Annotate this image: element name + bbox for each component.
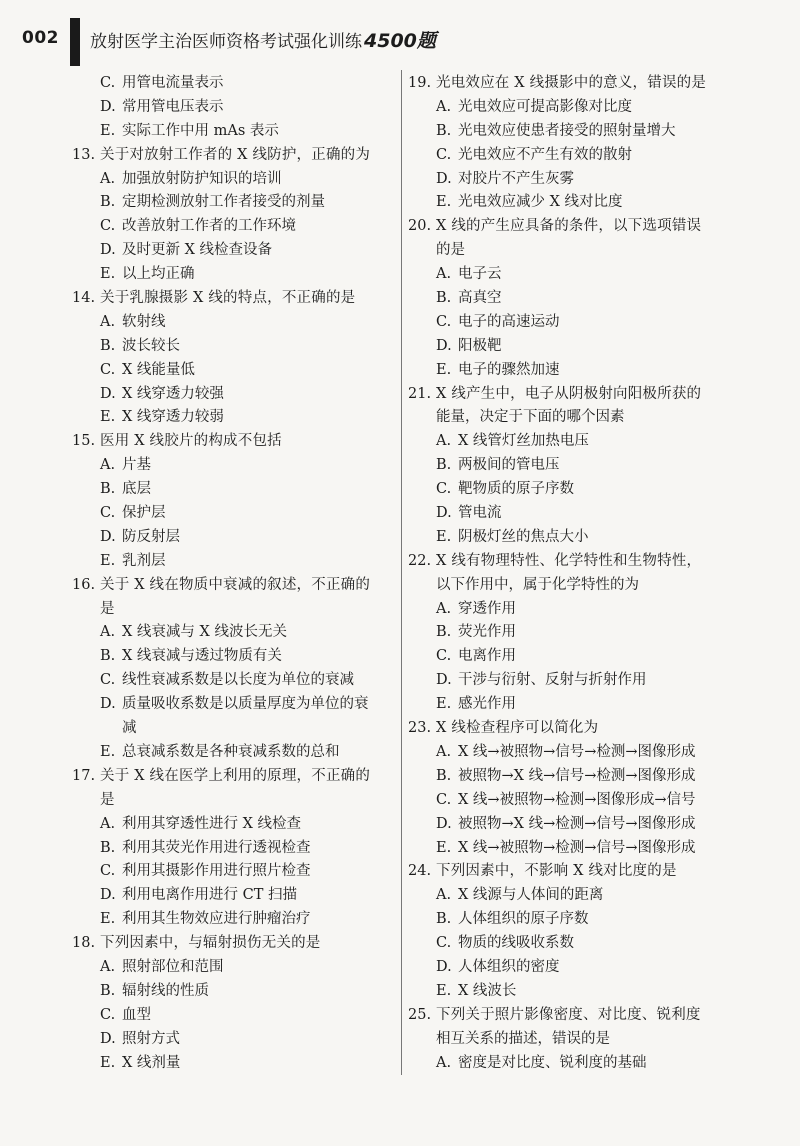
answer-option <box>72 860 394 884</box>
option-letter: D. <box>436 505 452 522</box>
option-text: 荧光作用 <box>458 624 516 641</box>
option-text: X 线源与人体间的距离 <box>458 887 604 904</box>
question-stem <box>408 860 738 884</box>
answer-option <box>72 741 394 765</box>
option-letter: E. <box>100 409 116 426</box>
option-text: X 线→被照物→检测→图像形成→信号 <box>458 791 696 808</box>
question-number: 20. <box>408 218 432 235</box>
question-stem <box>72 430 394 454</box>
option-letter: E. <box>436 696 452 713</box>
option-letter: A. <box>100 815 116 832</box>
answer-option <box>408 478 738 502</box>
answer-option <box>72 1004 394 1028</box>
question-text: 关于 X 线在物质中衰减的叙述，不正确的 <box>100 576 371 593</box>
option-text: 利用其穿透性进行 X 线检查 <box>122 815 302 832</box>
option-letter: C. <box>100 218 116 235</box>
option-letter: B. <box>436 457 452 474</box>
question-number: 19. <box>408 75 432 91</box>
question-text: 关于对放射工作者的 X 线防护，正确的为 <box>100 146 371 163</box>
answer-option <box>72 1052 394 1076</box>
answer-option <box>72 837 394 861</box>
question-number: 14. <box>72 290 96 307</box>
option-letter: E. <box>100 743 116 760</box>
option-text: 线性衰减系数是以长度为单位的衰减 <box>122 672 354 689</box>
option-letter: B. <box>436 122 452 139</box>
right-column <box>408 72 738 1075</box>
option-text: 电离作用 <box>458 648 516 665</box>
answer-option <box>408 311 738 335</box>
option-text: X 线→被照物→信号→检测→图像形成 <box>458 743 696 760</box>
question-number: 16. <box>72 576 96 593</box>
option-letter: B. <box>436 767 452 784</box>
book-title <box>90 26 436 53</box>
option-letter: D. <box>100 385 116 402</box>
option-text: 人体组织的原子序数 <box>458 911 589 928</box>
question-text: 医用 X 线胶片的构成不包括 <box>100 433 282 450</box>
option-text: 高真空 <box>458 290 502 307</box>
answer-option <box>408 120 738 144</box>
option-letter: C. <box>436 935 452 952</box>
answer-option <box>72 502 394 526</box>
answer-option <box>408 502 738 526</box>
option-text: X 线管灯丝加热电压 <box>458 433 589 450</box>
question-text-continued: 是 <box>100 791 115 808</box>
question-stem <box>72 144 394 168</box>
option-text: 及时更新 X 线检查设备 <box>122 242 273 259</box>
answer-option <box>72 980 394 1004</box>
option-text: 利用其摄影作用进行照片检查 <box>122 863 311 880</box>
answer-option <box>72 908 394 932</box>
option-letter: E. <box>436 528 452 545</box>
answer-option <box>72 454 394 478</box>
option-text: 防反射层 <box>122 528 180 545</box>
answer-option <box>72 645 394 669</box>
answer-option <box>72 168 394 192</box>
option-letter: A. <box>100 170 116 187</box>
option-text: X 线衰减与透过物质有关 <box>122 648 282 665</box>
option-text: 靶物质的原子序数 <box>458 481 574 498</box>
option-text: 干涉与衍射、反射与折射作用 <box>458 672 647 689</box>
option-letter: D. <box>100 696 116 713</box>
question-text: 下列关于照片影像密度、对比度、锐利度 <box>436 1006 701 1023</box>
option-text: 光电效应不产生有效的散射 <box>458 146 632 163</box>
answer-option <box>408 908 738 932</box>
option-letter: A. <box>436 98 452 115</box>
option-text: X 线剂量 <box>122 1054 181 1071</box>
option-text: X 线穿透力较弱 <box>122 409 224 426</box>
option-letter: C. <box>100 361 116 378</box>
answer-option <box>408 980 738 1004</box>
answer-option <box>72 956 394 980</box>
option-text: 以上均正确 <box>122 266 195 283</box>
answer-option <box>408 645 738 669</box>
answer-option <box>408 789 738 813</box>
option-letter: C. <box>100 863 116 880</box>
option-text: 光电效应减少 X 线对比度 <box>458 194 623 211</box>
answer-option <box>72 239 394 263</box>
option-letter: A. <box>436 1054 452 1071</box>
option-letter: B. <box>100 982 116 999</box>
option-letter: C. <box>100 672 116 689</box>
question-text: 下列因素中，与辐射损伤无关的是 <box>100 935 321 952</box>
answer-option <box>72 669 394 693</box>
option-text: 定期检测放射工作者接受的剂量 <box>122 194 325 211</box>
question-stem <box>408 383 738 407</box>
question-text: 关于乳腺摄影 X 线的特点，不正确的是 <box>100 290 356 307</box>
option-letter: D. <box>100 528 116 545</box>
option-text: 利用电离作用进行 CT 扫描 <box>122 887 297 904</box>
option-text: 被照物→X 线→检测→信号→图像形成 <box>458 815 696 832</box>
option-text: 利用其生物效应进行肿瘤治疗 <box>122 911 311 928</box>
question-text-continued: 是 <box>100 600 115 617</box>
option-letter: C. <box>100 505 116 522</box>
answer-option <box>408 1052 738 1076</box>
option-letter: E. <box>100 911 116 928</box>
option-text: 管电流 <box>458 505 502 522</box>
answer-option <box>408 765 738 789</box>
option-letter: A. <box>100 624 116 641</box>
answer-option <box>72 406 394 430</box>
question-number: 21. <box>408 385 432 402</box>
answer-option <box>72 120 394 144</box>
option-text: 被照物→X 线→信号→检测→图像形成 <box>458 767 696 784</box>
option-text: 波长较长 <box>122 337 180 354</box>
option-text: 用管电流量表示 <box>122 75 224 91</box>
question-text: X 线检查程序可以简化为 <box>436 720 599 737</box>
option-text: X 线能量低 <box>122 361 195 378</box>
question-stem <box>72 574 394 598</box>
answer-option <box>408 168 738 192</box>
answer-option <box>72 884 394 908</box>
answer-option <box>72 96 394 120</box>
option-letter: A. <box>100 313 116 330</box>
question-stem <box>408 550 738 574</box>
answer-option <box>72 215 394 239</box>
column-divider <box>401 70 402 1075</box>
answer-option <box>72 359 394 383</box>
option-text: 保护层 <box>122 505 166 522</box>
option-letter: C. <box>436 313 452 330</box>
answer-option <box>408 144 738 168</box>
answer-option <box>408 359 738 383</box>
question-text-continued: 相互关系的描述，错误的是 <box>436 1030 610 1047</box>
option-letter: D. <box>436 672 452 689</box>
option-text: 照射部位和范围 <box>122 958 224 975</box>
option-letter: B. <box>436 911 452 928</box>
answer-option <box>72 693 394 717</box>
question-stem <box>72 287 394 311</box>
option-letter: E. <box>100 552 116 569</box>
option-text: 质量吸收系数是以质量厚度为单位的衰 <box>122 696 369 713</box>
option-letter: B. <box>100 337 116 354</box>
option-text: X 线穿透力较强 <box>122 385 224 402</box>
option-letter: B. <box>436 290 452 307</box>
option-text: 片基 <box>122 457 151 474</box>
option-letter: E. <box>100 122 116 139</box>
option-text: 密度是对比度、锐利度的基础 <box>458 1054 647 1071</box>
answer-option <box>408 96 738 120</box>
book-title-text: 放射医学主治医师资格考试强化训练 <box>90 32 362 52</box>
page-number: 002 <box>22 28 59 48</box>
question-stem <box>408 72 738 96</box>
answer-option <box>72 335 394 359</box>
answer-option <box>408 621 738 645</box>
option-letter: A. <box>100 457 116 474</box>
question-stem <box>408 215 738 239</box>
option-text: 照射方式 <box>122 1030 180 1047</box>
option-text: X 线衰减与 X 线波长无关 <box>122 624 287 641</box>
option-text: 物质的线吸收系数 <box>458 935 574 952</box>
option-text: X 线→被照物→检测→信号→图像形成 <box>458 839 696 856</box>
answer-option <box>408 693 738 717</box>
answer-option <box>408 287 738 311</box>
option-letter: D. <box>436 170 452 187</box>
option-text: 阳极靶 <box>458 337 502 354</box>
question-stem <box>408 1004 738 1028</box>
option-letter: E. <box>436 194 452 211</box>
answer-option <box>408 813 738 837</box>
option-text: 两极间的管电压 <box>458 457 560 474</box>
question-text: 光电效应在 X 线摄影中的意义，错误的是 <box>436 75 707 91</box>
option-text: 电子的骤然加速 <box>458 361 560 378</box>
option-text-continued <box>72 717 394 741</box>
option-letter: E. <box>100 1054 116 1071</box>
question-text: X 线的产生应具备的条件，以下选项错误 <box>436 218 702 235</box>
option-letter: B. <box>100 194 116 211</box>
option-text: 电子云 <box>458 266 502 283</box>
question-stem <box>72 932 394 956</box>
option-letter: C. <box>436 146 452 163</box>
question-number: 13. <box>72 146 96 163</box>
answer-option <box>72 1028 394 1052</box>
answer-option <box>72 191 394 215</box>
answer-option <box>72 526 394 550</box>
option-letter: B. <box>100 839 116 856</box>
book-title-number: 4500题 <box>364 30 436 52</box>
answer-option <box>72 72 394 96</box>
option-text: 总衰减系数是各种衰减系数的总和 <box>122 743 340 760</box>
option-text: 血型 <box>122 1006 151 1023</box>
option-letter: B. <box>436 624 452 641</box>
option-text: 乳剂层 <box>122 552 166 569</box>
question-text: X 线产生中，电子从阴极射向阳极所获的 <box>436 385 702 402</box>
option-text: 加强放射防护知识的培训 <box>122 170 282 187</box>
option-letter: D. <box>100 242 116 259</box>
answer-option <box>408 430 738 454</box>
answer-option <box>408 837 738 861</box>
question-number: 25. <box>408 1006 432 1023</box>
option-text: 实际工作中用 mAs 表示 <box>122 122 279 139</box>
question-number: 15. <box>72 433 96 450</box>
question-text: 关于 X 线在医学上利用的原理，不正确的 <box>100 767 371 784</box>
option-text: 穿透作用 <box>458 600 516 617</box>
answer-option <box>408 956 738 980</box>
answer-option <box>408 932 738 956</box>
header-divider-bar <box>70 18 80 66</box>
answer-option <box>72 550 394 574</box>
answer-option <box>408 526 738 550</box>
option-letter: D. <box>436 958 452 975</box>
option-letter: E. <box>436 839 452 856</box>
option-letter: D. <box>100 887 116 904</box>
option-text: 阴极灯丝的焦点大小 <box>458 528 589 545</box>
option-letter: C. <box>436 791 452 808</box>
answer-option <box>408 454 738 478</box>
option-text: X 线波长 <box>458 982 517 999</box>
question-text-continued: 以下作用中，属于化学特性的为 <box>436 576 639 593</box>
option-letter: C. <box>100 1006 116 1023</box>
option-letter: D. <box>100 98 116 115</box>
question-number: 22. <box>408 552 432 569</box>
option-letter: C. <box>100 75 116 91</box>
option-text: 底层 <box>122 481 151 498</box>
option-text: 光电效应可提高影像对比度 <box>458 98 632 115</box>
answer-option <box>408 884 738 908</box>
answer-option <box>408 741 738 765</box>
option-letter: D. <box>100 1030 116 1047</box>
option-letter: A. <box>436 266 452 283</box>
left-column <box>72 72 394 1075</box>
answer-option <box>72 621 394 645</box>
question-number: 24. <box>408 863 432 880</box>
question-number: 18. <box>72 935 96 952</box>
option-letter: D. <box>436 337 452 354</box>
option-text: 人体组织的密度 <box>458 958 560 975</box>
question-text: X 线有物理特性、化学特性和生物特性， <box>436 552 702 569</box>
option-text: 改善放射工作者的工作环境 <box>122 218 296 235</box>
answer-option <box>72 478 394 502</box>
option-letter: E. <box>436 982 452 999</box>
option-text: 感光作用 <box>458 696 516 713</box>
question-number: 17. <box>72 767 96 784</box>
answer-option <box>408 263 738 287</box>
question-stem <box>408 717 738 741</box>
option-text: 软射线 <box>122 313 166 330</box>
question-number: 23. <box>408 720 432 737</box>
option-letter: A. <box>436 887 452 904</box>
question-text: 下列因素中，不影响 X 线对比度的是 <box>436 863 677 880</box>
answer-option <box>72 383 394 407</box>
option-letter: E. <box>436 361 452 378</box>
option-letter: E. <box>100 266 116 283</box>
option-letter: A. <box>100 958 116 975</box>
option-text: 辐射线的性质 <box>122 982 209 999</box>
option-text: 利用其荧光作用进行透视检查 <box>122 839 311 856</box>
answer-option <box>408 191 738 215</box>
question-stem <box>72 765 394 789</box>
question-text-continued: 能量，决定于下面的哪个因素 <box>436 409 625 426</box>
option-letter: A. <box>436 600 452 617</box>
answer-option <box>408 598 738 622</box>
option-letter: A. <box>436 743 452 760</box>
page-header <box>22 18 782 58</box>
option-letter: B. <box>100 481 116 498</box>
answer-option <box>408 335 738 359</box>
answer-option <box>408 669 738 693</box>
option-letter: D. <box>436 815 452 832</box>
option-letter: A. <box>436 433 452 450</box>
answer-option <box>72 263 394 287</box>
answer-option <box>72 311 394 335</box>
option-text: 减 <box>122 720 137 737</box>
option-text: 光电效应使患者接受的照射量增大 <box>458 122 676 139</box>
option-text: 常用管电压表示 <box>122 98 224 115</box>
option-letter: C. <box>436 481 452 498</box>
option-letter: B. <box>100 648 116 665</box>
option-text: 对胶片不产生灰雾 <box>458 170 574 187</box>
option-text: 电子的高速运动 <box>458 313 560 330</box>
answer-option <box>72 813 394 837</box>
question-text-continued: 的是 <box>436 242 465 259</box>
option-letter: C. <box>436 648 452 665</box>
